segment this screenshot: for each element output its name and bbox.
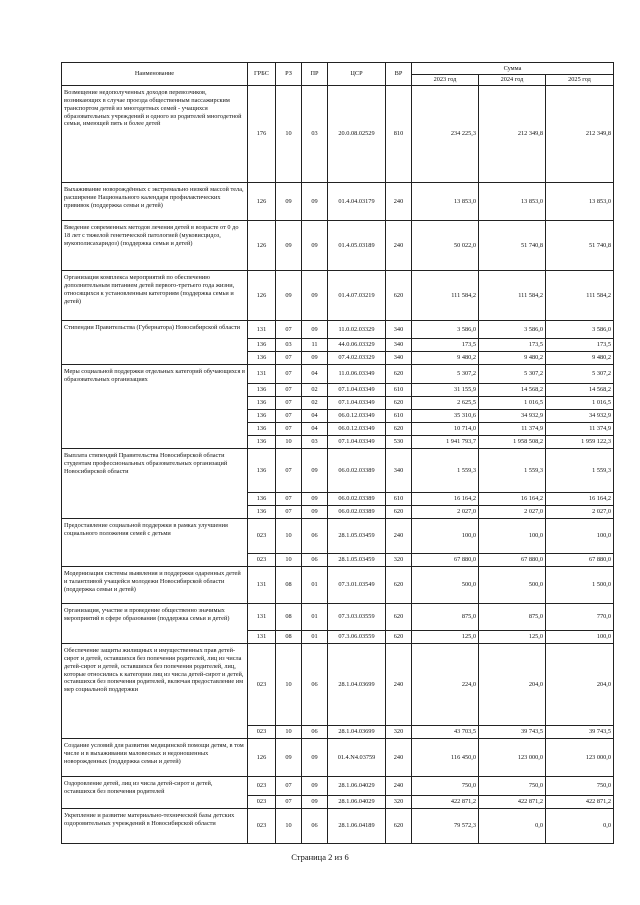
row-2023-cell: 224,0 [412, 644, 479, 726]
row-rz-cell: 09 [276, 739, 302, 777]
row-csr-cell: 28.1.05.03459 [328, 519, 386, 554]
table-row [62, 271, 614, 321]
row-vr-cell: 620 [386, 506, 412, 519]
row-2025-cell: 16 164,2 [546, 493, 614, 506]
row-name-cell: Создание условий для развития медицинской помощи детям, в том числе и в выхаживании маловесных и недоношенных новорожденных (поддержка семьи и детей) [62, 739, 248, 777]
row-csr-cell: 28.1.06.04189 [328, 809, 386, 844]
header-csr: ЦСР [328, 63, 386, 86]
row-2023-cell: 1 941 793,7 [412, 436, 479, 449]
row-rz-cell: 07 [276, 397, 302, 410]
table-row [62, 321, 614, 339]
row-2024-cell: 0,0 [479, 809, 546, 844]
row-rz-cell: 07 [276, 796, 302, 809]
table-row [62, 86, 614, 183]
row-rz-cell: 07 [276, 410, 302, 423]
row-2024-cell: 1 559,3 [479, 449, 546, 493]
row-name-cell: Организация, участие и проведение общественно значимых мероприятий в сфере образования (поддержка семьи и детей) [62, 604, 248, 644]
row-vr-cell: 320 [386, 796, 412, 809]
header-year-2023: 2023 год [412, 75, 479, 86]
row-2023-cell: 13 853,0 [412, 183, 479, 221]
row-vr-cell: 610 [386, 493, 412, 506]
row-2023-cell: 750,0 [412, 777, 479, 796]
row-rz-cell: 08 [276, 567, 302, 604]
row-vr-cell: 340 [386, 352, 412, 365]
row-grbs-cell: 176 [248, 86, 276, 183]
row-2025-cell: 422 871,2 [546, 796, 614, 809]
row-vr-cell: 340 [386, 321, 412, 339]
row-grbs-cell: 023 [248, 519, 276, 554]
row-grbs-cell: 136 [248, 436, 276, 449]
header-sum: Сумма [412, 63, 614, 75]
row-2024-cell: 9 480,2 [479, 352, 546, 365]
row-pr-cell: 09 [302, 271, 328, 321]
row-2023-cell: 67 880,0 [412, 554, 479, 567]
row-2023-cell: 35 310,6 [412, 410, 479, 423]
row-grbs-cell: 136 [248, 493, 276, 506]
row-name-cell: Выплата стипендий Правительства Новосибирской области студентам профессиональных образовательных организаций Новосибирской области [62, 449, 248, 519]
row-2023-cell: 875,0 [412, 604, 479, 631]
row-2025-cell: 13 853,0 [546, 183, 614, 221]
row-2024-cell: 422 871,2 [479, 796, 546, 809]
row-2024-cell: 500,0 [479, 567, 546, 604]
row-pr-cell: 09 [302, 449, 328, 493]
row-2024-cell: 3 586,0 [479, 321, 546, 339]
row-pr-cell: 06 [302, 554, 328, 567]
row-pr-cell: 02 [302, 397, 328, 410]
row-grbs-cell: 126 [248, 271, 276, 321]
row-vr-cell: 320 [386, 554, 412, 567]
table-row [62, 739, 614, 777]
row-vr-cell: 240 [386, 644, 412, 726]
row-csr-cell: 44.0.06.03329 [328, 339, 386, 352]
row-name-cell: Возмещение недополученных доходов перевозчиков, возникающих в случае проезда общественным пассажирским транспортом детей из многодетных семей - учащихся образовательных учреждений и одного из родителей многодетной семьи, имеющей пять и более детей [62, 86, 248, 183]
row-grbs-cell: 136 [248, 423, 276, 436]
row-rz-cell: 10 [276, 809, 302, 844]
row-grbs-cell: 131 [248, 321, 276, 339]
row-csr-cell: 01.4.05.03189 [328, 221, 386, 271]
table-row [62, 519, 614, 554]
row-pr-cell: 06 [302, 644, 328, 726]
row-vr-cell: 620 [386, 631, 412, 644]
row-csr-cell: 28.1.05.03459 [328, 554, 386, 567]
row-2024-cell: 875,0 [479, 604, 546, 631]
row-csr-cell: 11.0.06.03349 [328, 365, 386, 384]
row-2023-cell: 2 625,5 [412, 397, 479, 410]
row-grbs-cell: 136 [248, 449, 276, 493]
row-2025-cell: 14 568,2 [546, 384, 614, 397]
table-row [62, 365, 614, 384]
row-grbs-cell: 126 [248, 221, 276, 271]
row-grbs-cell: 136 [248, 384, 276, 397]
row-rz-cell: 09 [276, 221, 302, 271]
row-csr-cell: 01.4.07.03219 [328, 271, 386, 321]
row-vr-cell: 240 [386, 519, 412, 554]
row-2024-cell: 34 932,9 [479, 410, 546, 423]
row-grbs-cell: 126 [248, 183, 276, 221]
row-csr-cell: 11.0.02.03329 [328, 321, 386, 339]
row-name-cell: Введение современных методов лечения детей в возрасте от 0 до 18 лет с тяжелой генетической патологией (муковисцидоз, мукополисахаридоз) (поддержка семьи и детей) [62, 221, 248, 271]
row-grbs-cell: 136 [248, 410, 276, 423]
row-2024-cell: 212 349,8 [479, 86, 546, 183]
row-vr-cell: 620 [386, 567, 412, 604]
row-csr-cell: 28.1.06.04029 [328, 777, 386, 796]
row-grbs-cell: 131 [248, 365, 276, 384]
row-2023-cell: 173,5 [412, 339, 479, 352]
row-csr-cell: 01.4.04.03179 [328, 183, 386, 221]
row-2025-cell: 39 743,5 [546, 726, 614, 739]
row-2025-cell: 100,0 [546, 519, 614, 554]
row-rz-cell: 10 [276, 86, 302, 183]
row-2025-cell: 2 027,0 [546, 506, 614, 519]
row-2024-cell: 13 853,0 [479, 183, 546, 221]
row-rz-cell: 07 [276, 777, 302, 796]
row-csr-cell: 07.1.04.03349 [328, 436, 386, 449]
header-grbs: ГРБС [248, 63, 276, 86]
row-vr-cell: 240 [386, 183, 412, 221]
table-body [62, 86, 614, 844]
header-name: Наименование [62, 63, 248, 86]
row-vr-cell: 620 [386, 423, 412, 436]
row-rz-cell: 07 [276, 423, 302, 436]
row-pr-cell: 09 [302, 183, 328, 221]
budget-table-sheet [61, 62, 613, 844]
header-year-2025: 2025 год [546, 75, 614, 86]
row-2025-cell: 5 307,2 [546, 365, 614, 384]
row-2025-cell: 770,0 [546, 604, 614, 631]
row-vr-cell: 340 [386, 339, 412, 352]
header-year-2024: 2024 год [479, 75, 546, 86]
row-2025-cell: 173,5 [546, 339, 614, 352]
row-csr-cell: 07.4.02.03329 [328, 352, 386, 365]
row-2023-cell: 16 164,2 [412, 493, 479, 506]
row-2023-cell: 10 714,0 [412, 423, 479, 436]
row-2023-cell: 50 022,0 [412, 221, 479, 271]
row-pr-cell: 04 [302, 410, 328, 423]
row-csr-cell: 06.0.02.03389 [328, 449, 386, 493]
row-rz-cell: 07 [276, 365, 302, 384]
table-row [62, 777, 614, 796]
row-2025-cell: 34 932,9 [546, 410, 614, 423]
row-vr-cell: 240 [386, 739, 412, 777]
row-pr-cell: 03 [302, 86, 328, 183]
row-rz-cell: 10 [276, 726, 302, 739]
header-rz: РЗ [276, 63, 302, 86]
row-rz-cell: 07 [276, 352, 302, 365]
row-2025-cell: 212 349,8 [546, 86, 614, 183]
table-row [62, 604, 614, 631]
row-grbs-cell: 023 [248, 777, 276, 796]
row-2023-cell: 1 559,3 [412, 449, 479, 493]
row-vr-cell: 530 [386, 436, 412, 449]
row-vr-cell: 620 [386, 271, 412, 321]
row-grbs-cell: 136 [248, 397, 276, 410]
row-pr-cell: 09 [302, 739, 328, 777]
row-name-cell: Предоставление социальной поддержки в рамках улучшения социального положения семей с детьми [62, 519, 248, 567]
row-2024-cell: 123 000,0 [479, 739, 546, 777]
row-csr-cell: 07.3.03.03559 [328, 604, 386, 631]
row-2023-cell: 79 572,3 [412, 809, 479, 844]
row-csr-cell: 28.1.04.03699 [328, 726, 386, 739]
row-pr-cell: 03 [302, 436, 328, 449]
row-rz-cell: 03 [276, 339, 302, 352]
row-2024-cell: 750,0 [479, 777, 546, 796]
row-pr-cell: 09 [302, 221, 328, 271]
row-csr-cell: 28.1.06.04029 [328, 796, 386, 809]
row-pr-cell: 04 [302, 423, 328, 436]
row-pr-cell: 09 [302, 796, 328, 809]
row-name-cell: Выхаживание новорождённых с экстремально низкой массой тела, расширение Национального календаря профилактических прививок (поддержка семьи и детей) [62, 183, 248, 221]
row-rz-cell: 07 [276, 321, 302, 339]
row-2025-cell: 123 000,0 [546, 739, 614, 777]
row-pr-cell: 09 [302, 506, 328, 519]
row-2024-cell: 1 016,5 [479, 397, 546, 410]
row-name-cell: Стипендии Правительства (Губернатора) Новосибирской области [62, 321, 248, 365]
row-name-cell: Организация комплекса мероприятий по обеспечению дополнительным питанием детей первого-третьего года жизни, относящихся к установленным категориям (поддержка семьи и детей) [62, 271, 248, 321]
row-csr-cell: 06.0.12.03349 [328, 410, 386, 423]
row-csr-cell: 07.3.06.03559 [328, 631, 386, 644]
row-2024-cell: 173,5 [479, 339, 546, 352]
row-2024-cell: 39 743,5 [479, 726, 546, 739]
row-2024-cell: 16 164,2 [479, 493, 546, 506]
row-2024-cell: 5 307,2 [479, 365, 546, 384]
row-vr-cell: 810 [386, 86, 412, 183]
row-2025-cell: 1 500,0 [546, 567, 614, 604]
row-rz-cell: 08 [276, 631, 302, 644]
row-vr-cell: 620 [386, 397, 412, 410]
row-2025-cell: 1 559,3 [546, 449, 614, 493]
row-2025-cell: 1 016,5 [546, 397, 614, 410]
row-name-cell: Оздоровление детей, лиц из числа детей-сирот и детей, оставшихся без попечения родителей [62, 777, 248, 809]
row-pr-cell: 04 [302, 365, 328, 384]
row-vr-cell: 610 [386, 384, 412, 397]
row-pr-cell: 01 [302, 631, 328, 644]
row-2023-cell: 9 480,2 [412, 352, 479, 365]
row-pr-cell: 06 [302, 809, 328, 844]
row-vr-cell: 240 [386, 221, 412, 271]
row-name-cell: Меры социальной поддержки отдельных категорий обучающихся в образовательных организациях [62, 365, 248, 449]
row-grbs-cell: 136 [248, 506, 276, 519]
row-rz-cell: 07 [276, 449, 302, 493]
row-2025-cell: 111 584,2 [546, 271, 614, 321]
row-pr-cell: 09 [302, 352, 328, 365]
table-row [62, 644, 614, 726]
row-2023-cell: 234 225,3 [412, 86, 479, 183]
row-rz-cell: 09 [276, 271, 302, 321]
row-vr-cell: 620 [386, 809, 412, 844]
row-csr-cell: 07.1.04.03349 [328, 397, 386, 410]
row-grbs-cell: 131 [248, 604, 276, 631]
row-2025-cell: 3 586,0 [546, 321, 614, 339]
row-2023-cell: 2 027,0 [412, 506, 479, 519]
row-grbs-cell: 023 [248, 796, 276, 809]
row-2024-cell: 67 880,0 [479, 554, 546, 567]
row-2024-cell: 125,0 [479, 631, 546, 644]
row-rz-cell: 10 [276, 519, 302, 554]
row-pr-cell: 02 [302, 384, 328, 397]
row-rz-cell: 07 [276, 493, 302, 506]
row-rz-cell: 09 [276, 183, 302, 221]
row-2025-cell: 9 480,2 [546, 352, 614, 365]
row-name-cell: Модернизация системы выявления и поддержки одаренных детей и талантливой учащейся молодежи Новосибирской области (поддержка семьи и детей) [62, 567, 248, 604]
row-2023-cell: 43 703,5 [412, 726, 479, 739]
row-rz-cell: 07 [276, 506, 302, 519]
row-grbs-cell: 131 [248, 631, 276, 644]
row-name-cell: Обеспечение защиты жилищных и имущественных прав детей-сирот и детей, оставшихся без попечения родителей, лиц из числа детей-сирот и детей, оставшихся без попечения родителей, лиц, которые относились к категории лиц из числа детей-сирот и детей, оставшихся без попечения родителей, включая предоставление им мер социальной поддержки [62, 644, 248, 739]
row-2023-cell: 31 155,9 [412, 384, 479, 397]
row-rz-cell: 10 [276, 554, 302, 567]
row-2023-cell: 5 307,2 [412, 365, 479, 384]
table-row [62, 567, 614, 604]
row-vr-cell: 320 [386, 726, 412, 739]
header-vr: ВР [386, 63, 412, 86]
row-2025-cell: 11 374,9 [546, 423, 614, 436]
table-row [62, 221, 614, 271]
row-rz-cell: 10 [276, 644, 302, 726]
row-2024-cell: 2 027,0 [479, 506, 546, 519]
row-2025-cell: 204,0 [546, 644, 614, 726]
page-footer: Страница 2 из 6 [291, 852, 349, 862]
row-vr-cell: 240 [386, 777, 412, 796]
row-grbs-cell: 131 [248, 567, 276, 604]
table-row [62, 183, 614, 221]
row-2025-cell: 100,0 [546, 631, 614, 644]
row-vr-cell: 610 [386, 410, 412, 423]
row-name-cell: Укрепление и развитие материально-технической базы детских оздоровительных учреждений в Новосибирской области [62, 809, 248, 844]
row-rz-cell: 08 [276, 604, 302, 631]
row-grbs-cell: 023 [248, 554, 276, 567]
row-vr-cell: 340 [386, 449, 412, 493]
row-csr-cell: 28.1.04.03699 [328, 644, 386, 726]
row-csr-cell: 06.0.02.03389 [328, 506, 386, 519]
row-2025-cell: 0,0 [546, 809, 614, 844]
row-csr-cell: 01.4.N4.03759 [328, 739, 386, 777]
row-grbs-cell: 126 [248, 739, 276, 777]
row-2023-cell: 116 450,0 [412, 739, 479, 777]
budget-table [61, 62, 614, 844]
table-row [62, 449, 614, 493]
row-2024-cell: 11 374,9 [479, 423, 546, 436]
row-vr-cell: 620 [386, 365, 412, 384]
header-pr: ПР [302, 63, 328, 86]
row-pr-cell: 06 [302, 519, 328, 554]
row-2023-cell: 500,0 [412, 567, 479, 604]
row-2025-cell: 51 740,8 [546, 221, 614, 271]
row-csr-cell: 07.3.01.03549 [328, 567, 386, 604]
row-csr-cell: 06.0.12.03349 [328, 423, 386, 436]
row-pr-cell: 09 [302, 777, 328, 796]
row-grbs-cell: 023 [248, 644, 276, 726]
row-2024-cell: 51 740,8 [479, 221, 546, 271]
row-rz-cell: 07 [276, 384, 302, 397]
row-vr-cell: 620 [386, 604, 412, 631]
row-pr-cell: 06 [302, 726, 328, 739]
row-pr-cell: 09 [302, 493, 328, 506]
row-2023-cell: 3 586,0 [412, 321, 479, 339]
row-grbs-cell: 023 [248, 809, 276, 844]
row-2025-cell: 1 959 122,3 [546, 436, 614, 449]
row-2023-cell: 125,0 [412, 631, 479, 644]
row-rz-cell: 10 [276, 436, 302, 449]
row-2024-cell: 100,0 [479, 519, 546, 554]
row-2025-cell: 750,0 [546, 777, 614, 796]
row-2024-cell: 204,0 [479, 644, 546, 726]
row-grbs-cell: 023 [248, 726, 276, 739]
row-2024-cell: 1 958 508,2 [479, 436, 546, 449]
row-2025-cell: 67 880,0 [546, 554, 614, 567]
row-csr-cell: 06.0.02.03389 [328, 493, 386, 506]
row-2024-cell: 111 584,2 [479, 271, 546, 321]
row-pr-cell: 01 [302, 567, 328, 604]
row-2023-cell: 100,0 [412, 519, 479, 554]
table-row [62, 809, 614, 844]
row-pr-cell: 01 [302, 604, 328, 631]
row-pr-cell: 09 [302, 321, 328, 339]
row-csr-cell: 07.1.04.03349 [328, 384, 386, 397]
row-2024-cell: 14 568,2 [479, 384, 546, 397]
row-2023-cell: 111 584,2 [412, 271, 479, 321]
row-2023-cell: 422 871,2 [412, 796, 479, 809]
row-pr-cell: 11 [302, 339, 328, 352]
row-grbs-cell: 136 [248, 339, 276, 352]
row-csr-cell: 20.0.08.02529 [328, 86, 386, 183]
row-grbs-cell: 136 [248, 352, 276, 365]
